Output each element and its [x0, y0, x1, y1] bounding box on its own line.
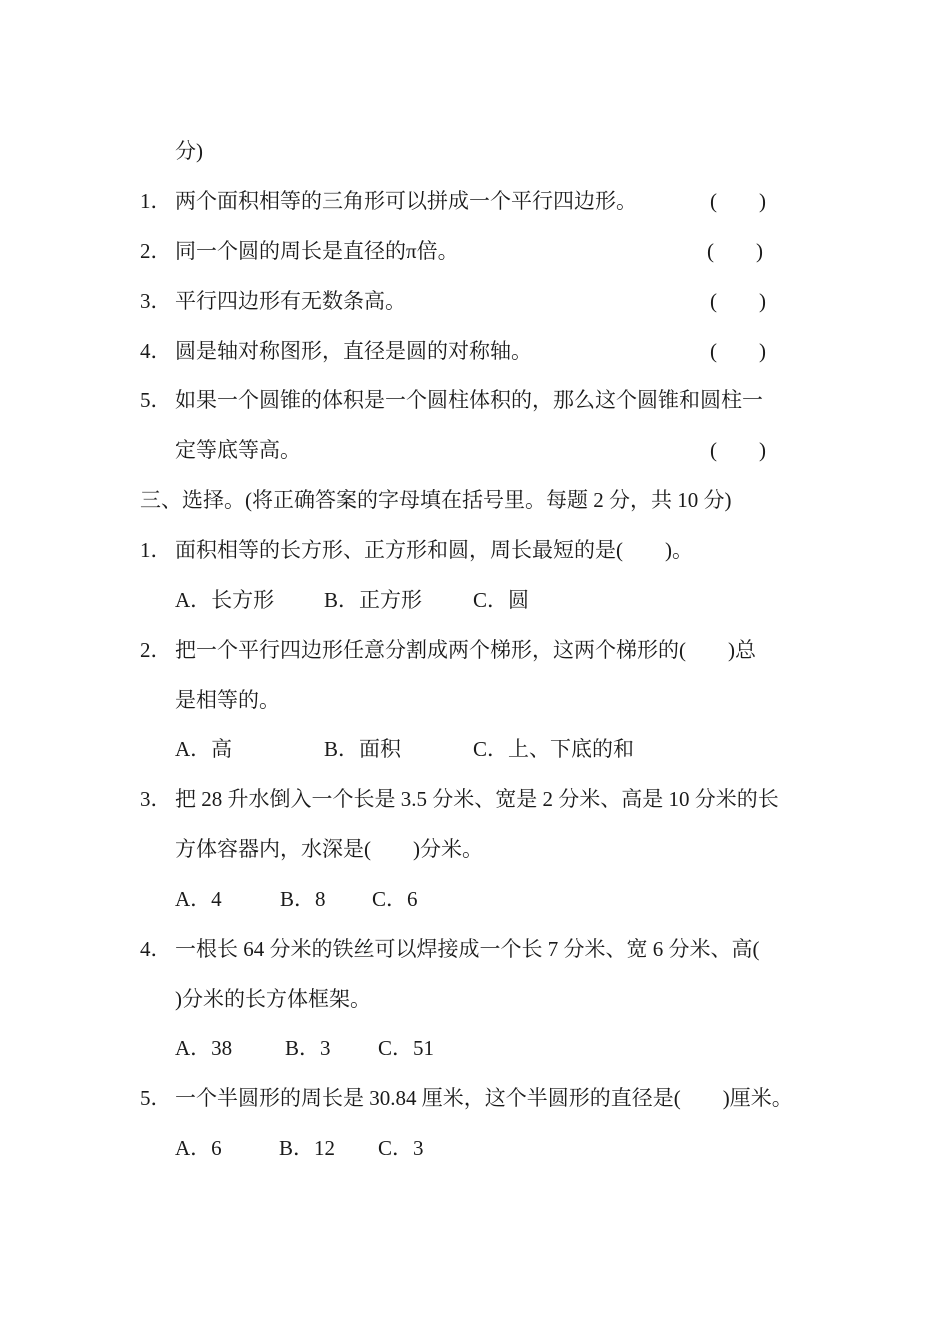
question-text-continued: 方体容器内，水深是( )分米。 — [175, 837, 483, 861]
question-number: 2． — [140, 239, 172, 263]
option-b[interactable]: B．8 — [280, 887, 326, 911]
question-text-continued: 是相等的。 — [175, 688, 280, 712]
option-c[interactable]: C．51 — [378, 1036, 435, 1060]
answer-blank[interactable]: ( ) — [707, 239, 763, 263]
option-c[interactable]: C．3 — [378, 1136, 424, 1160]
option-b[interactable]: B．12 — [279, 1136, 336, 1160]
option-b[interactable]: B．面积 — [324, 737, 402, 761]
question-text: 把 28 升水倒入一个长是 3.5 分米、宽是 2 分米、高是 10 分米的长 — [175, 787, 779, 811]
option-a[interactable]: A．高 — [175, 737, 233, 761]
option-b[interactable]: B．3 — [285, 1036, 331, 1060]
answer-blank[interactable]: ( ) — [710, 438, 766, 462]
option-b[interactable]: B．正方形 — [324, 588, 423, 612]
question-number: 4． — [140, 937, 172, 961]
question-number: 2． — [140, 638, 172, 662]
question-number: 5． — [140, 1086, 172, 1110]
option-c[interactable]: C．圆 — [473, 588, 530, 612]
option-a[interactable]: A．38 — [175, 1036, 233, 1060]
question-number: 3． — [140, 787, 172, 811]
question-text: 如果一个圆锥的体积是一个圆柱体积的，那么这个圆锥和圆柱一 — [175, 388, 763, 412]
question-number: 5． — [140, 388, 172, 412]
question-text: 同一个圆的周长是直径的π倍。 — [175, 239, 459, 263]
section-title: 三、选择。(将正确答案的字母填在括号里。每题 2 分，共 10 分) — [140, 488, 732, 512]
question-number: 3． — [140, 289, 172, 313]
question-text-continued: 定等底等高。 — [175, 438, 301, 462]
question-text: 平行四边形有无数条高。 — [175, 289, 406, 313]
question-text: 两个面积相等的三角形可以拼成一个平行四边形。 — [175, 189, 637, 213]
option-a[interactable]: A．长方形 — [175, 588, 275, 612]
question-text: 面积相等的长方形、正方形和圆，周长最短的是( )。 — [175, 538, 693, 562]
question-text-continued: )分米的长方体框架。 — [175, 987, 371, 1011]
option-a[interactable]: A．4 — [175, 887, 222, 911]
question-text: 一个半圆形的周长是 30.84 厘米，这个半圆形的直径是( )厘米。 — [175, 1086, 793, 1110]
question-text: 把一个平行四边形任意分割成两个梯形，这两个梯形的( )总 — [175, 638, 756, 662]
answer-blank[interactable]: ( ) — [710, 189, 766, 213]
option-c[interactable]: C．6 — [372, 887, 418, 911]
question-number: 1． — [140, 538, 172, 562]
option-c[interactable]: C．上、下底的和 — [473, 737, 635, 761]
question-text: 圆是轴对称图形，直径是圆的对称轴。 — [175, 339, 532, 363]
question-number: 1． — [140, 189, 172, 213]
question-text: 一根长 64 分米的铁丝可以焊接成一个长 7 分米、宽 6 分米、高( — [175, 937, 760, 961]
option-a[interactable]: A．6 — [175, 1136, 222, 1160]
question-number: 4． — [140, 339, 172, 363]
answer-blank[interactable]: ( ) — [710, 289, 766, 313]
continued-fragment: 分) — [175, 139, 203, 163]
answer-blank[interactable]: ( ) — [710, 339, 766, 363]
